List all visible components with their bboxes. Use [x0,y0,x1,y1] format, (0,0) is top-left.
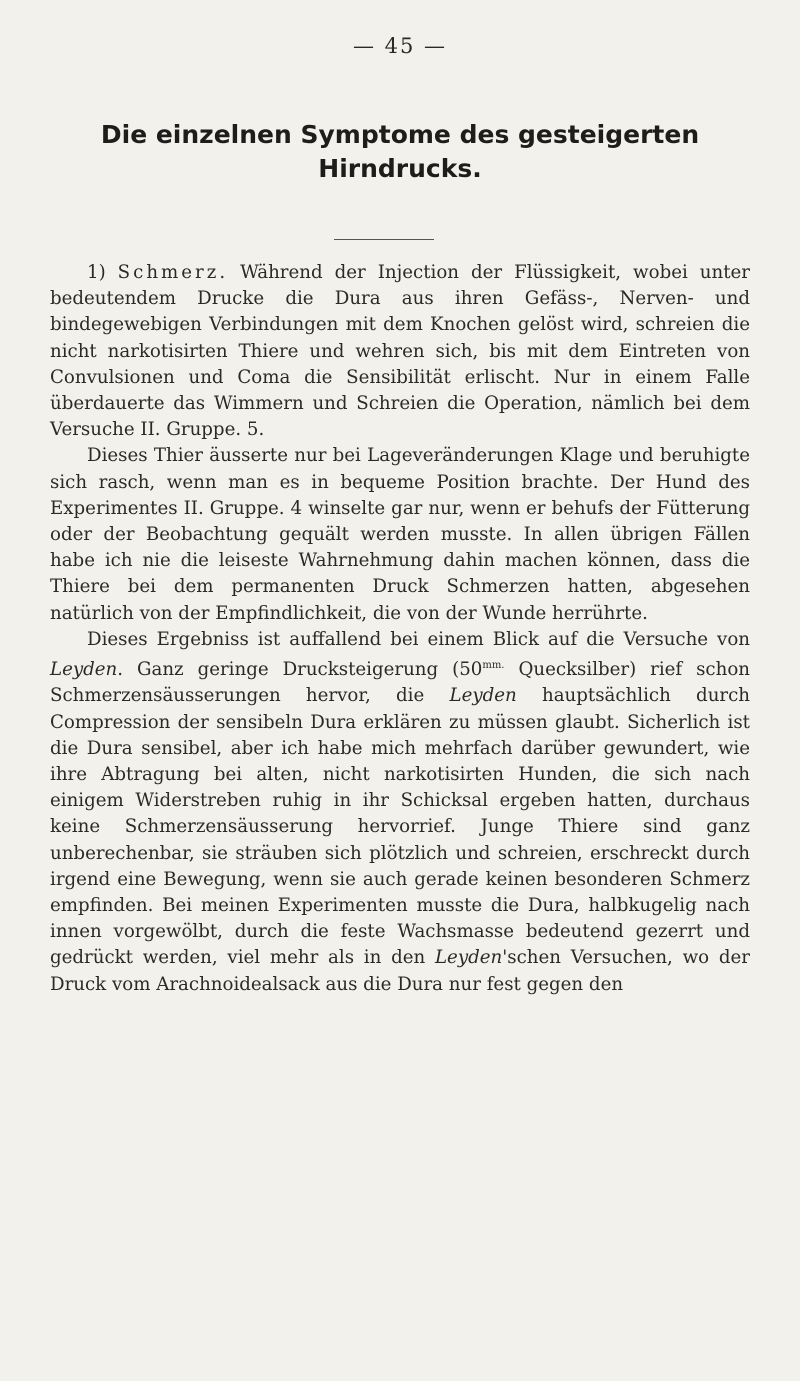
heading-line-2: Hirndrucks. [318,154,482,183]
paragraph-3-text-e: 'schen Versuchen, wo der Druck vom Arachnoidealsack aus die Dura nur fest gegen den [50,947,750,995]
author-name: Leyden [449,685,517,707]
paragraph-3 [50,627,750,998]
section-divider [334,239,434,240]
page-number: — 45 — [352,34,448,58]
author-name: Leyden [434,947,503,969]
list-number: 1) [87,262,118,283]
chapter-heading [0,118,800,186]
paragraph-2: Dieses Thier äusserte nur bei Lageveränderungen Klage und beruhigte sich rasch, wenn man es in bequeme Position brachte. Der Hund des Experimentes II. Gruppe. 4 winselte gar nur, wenn er behufs der Fütterung oder der Beobachtung gequält werden musste. In allen übrigen Fällen habe ich nie die leiseste Wahrnehmung dahin machen können, dass die Thiere bei dem permanenten Druck Schmerzen hatten, abgesehen natürlich von der Empfindlichkeit, die von der Wunde herrührte. [50,445,750,624]
paragraph-3-text-d: hauptsächlich durch Compression der sensibeln Dura erklären zu müssen glaubt. Sicherlich ist die Dura sensibel, aber ich habe mich mehrfach darüber gewundert, wie ihre Abtragung bei alten, nicht narkotisirten Hunden, die sich nach einigem Widerstreben ruhig in ihr Schicksal ergeben hatten, durchaus keine Schmerzensäusserung hervorrief. Junge Thiere sind ganz unberechenbar, sie sträuben sich plötzlich und schreien, erschreckt durch irgend eine Bewegung, wenn sie auch gerade keinen besonderen Schmerz empfinden. Bei meinen Experimenten musste die Dura, halbkugelig nach innen vorgewölbt, durch die feste Wachsmasse bedeutend gezerrt und gedrückt werden, viel mehr als in den [50,685,751,969]
author-name: Leyden [50,659,118,681]
unit-superscript: mm. [482,660,505,672]
paragraph-3-text-a: Dieses Ergebniss ist auffallend bei einem Blick auf die Versuche von [87,628,750,650]
paragraph-1 [50,260,750,443]
paragraph-1-text: Während der Injection der Flüssigkeit, wobei unter bedeutendem Drucke die Dura aus ihren Gefäss-, Nerven- und bindegewebigen Verbindungen mit dem Knochen gelöst wird, schreien die nicht narkotisirten Thiere und wehren sich, bis mit dem Eintreten von Convulsionen und Coma die Sensibilität erlischt. Nur in einem Falle überdauerte das Wimmern und Schreien die Operation, nämlich bei dem Versuche II. Gruppe. 5. [50,262,750,441]
heading-line-1: Die einzelnen Symptome des gesteigerten [100,120,700,149]
paragraph-3-text-c: Quecksilber) rief schon Schmerzensäusserungen hervor, die [50,659,750,707]
paragraph-3-text-b: . Ganz geringe Drucksteigerung (50 [117,659,483,681]
keyword-schmerz: Schmerz. [117,262,229,283]
body-text [50,260,750,998]
